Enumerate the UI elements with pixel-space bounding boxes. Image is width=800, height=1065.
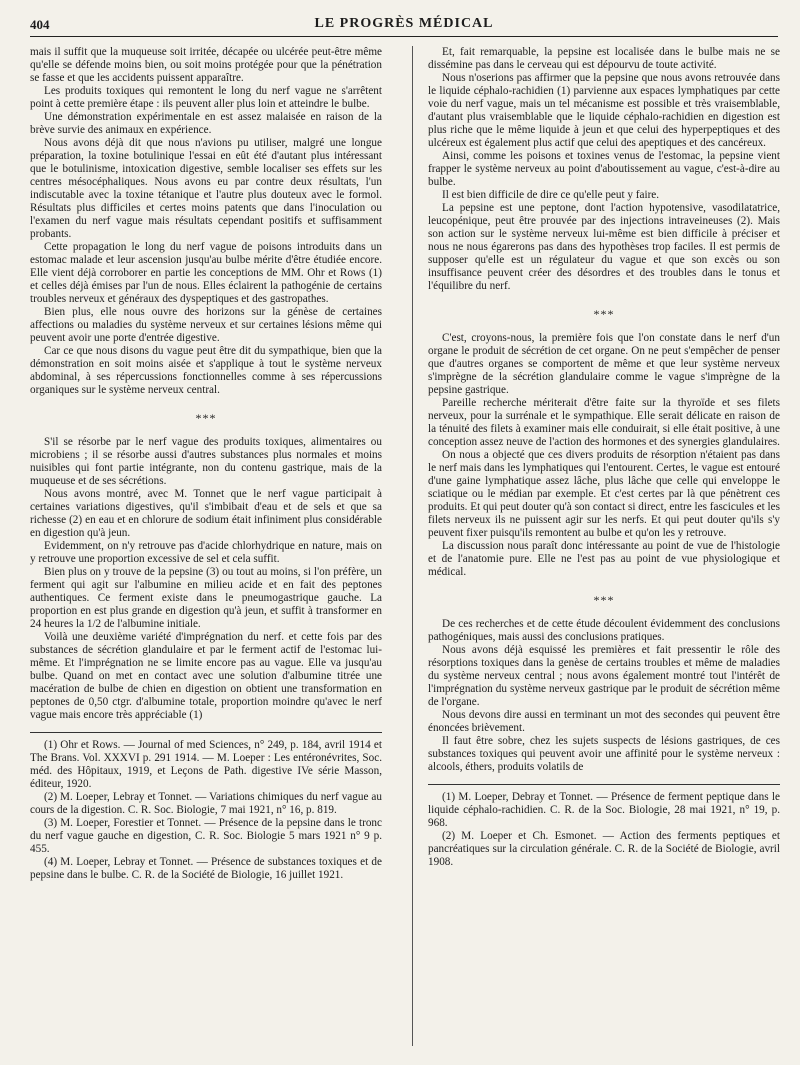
left-column <box>30 46 382 1046</box>
footnote: (1) Ohr et Rows. — Journal of med Sciences, n° 249, p. 184, avril 1914 et The Brans. Vol. XXXVI p. 291 1914. — M. Loeper : Les entéronévrites, Soc. méd. des Hôpitaux, 1919, et Leçons de Path. digestive IVe série Masson, éditeur, 1920. <box>30 739 382 790</box>
column-divider <box>412 46 413 1046</box>
paragraph: Ainsi, comme les poisons et toxines venus de l'estomac, la pepsine vient frapper le système nerveux au point d'aboutissement au vague, c'est-à-dire au bulbe. <box>428 150 780 188</box>
paragraph: Et, fait remarquable, la pepsine est localisée dans le bulbe mais ne se dissémine pas dans le cerveau qui est dépourvu de toute activité. <box>428 46 780 71</box>
footnote: (4) M. Loeper, Lebray et Tonnet. — Présence de substances toxiques et de pepsine dans le bulbe. C. R. de la Société de Biologie, 16 juillet 1921. <box>30 856 382 881</box>
paragraph: Bien plus, elle nous ouvre des horizons sur la génèse de certaines affections ou maladies du système nerveux et sur certaines lésions même qui peuvent avoir une porte d'entrée digestive. <box>30 306 382 344</box>
paragraph: mais il suffit que la muqueuse soit irritée, décapée ou ulcérée peut-être même qu'elle se défende moins bien, ou soit moins protégée pour que la pénétration se fasse et que les accidents puissent apparaître. <box>30 46 382 84</box>
journal-title: LE PROGRÈS MÉDICAL <box>314 16 494 31</box>
paragraph: Il faut être sobre, chez les sujets suspects de lésions gastriques, de ces substances toxiques qui peuvent avoir une affinité pour le système nerveux : alcools, éthers, produits volatils de <box>428 735 780 773</box>
footnote-rule <box>428 784 780 785</box>
paragraph: La pepsine est une peptone, dont l'action hypotensive, vasodilatatrice, leucopénique, peut être prouvée par des injections intraveineuses (2). Mais son action sur le système nerveux lui-même est bien difficile à préciser et nous ne nous égarerons pas dans des hypothèses trop faciles. Il est permis de supposer qu'elle est un régulateur du vague et que son excès ou son insuffisance peuvent créer des désordres et des troubles dans le tonus et l'équilibre du nerf. <box>428 202 780 292</box>
page-number: 404 <box>30 17 50 32</box>
section-separator: *** <box>593 593 615 607</box>
footnote: (2) M. Loeper, Lebray et Tonnet. — Variations chimiques du nerf vague au cours de la digestion. C. R. Soc. Biologie, 7 mai 1921, n° 16, p. 819. <box>30 791 382 816</box>
paragraph: Il est bien difficile de dire ce qu'elle peut y faire. <box>442 189 660 201</box>
footnote-rule <box>30 732 382 733</box>
paragraph: On nous a objecté que ces divers produits de résorption n'étaient pas dans le nerf mais dans les lymphatiques qui l'entourent. Certes, le vague est entouré d'une gaine lymphatique assez lâche, plus lâche que celle qui enveloppe le sciatique ou le médian par exemple. Et c'est certes par là que pénètrent ces produits. Et qui peut douter qu'à son contact si direct, entre les fascicules et les filets nerveux ils ne puissent agir sur les nerfs. Et qui peut douter qu'ils s'y peuvent fixer puisqu'ils remontent au bulbe et qu'on les y retrouve. <box>428 449 780 539</box>
paragraph: Evidemment, on n'y retrouve pas d'acide chlorhydrique en nature, mais on y retrouve une proportion excessive de sel et cela suffit. <box>30 540 382 565</box>
footnote: (2) M. Loeper et Ch. Esmonet. — Action des ferments peptiques et pancréatiques sur la circulation générale. C. R. de la Société de Biologie, avril 1908. <box>428 830 780 868</box>
right-column <box>428 46 780 1046</box>
paragraph: Cette propagation le long du nerf vague de poisons introduits dans un estomac malade et leur ascension jusqu'au bulbe mérite d'être étudiée encore. Elle vient déjà corroborer en partie les conceptions de MM. Ohr et Rows (1) et celles déjà émises par l'un de nous. Elles éclairent la pathogénie de certains troubles nerveux et généraux des dyspeptiques et des gastropathes. <box>30 241 382 305</box>
paragraph: Car ce que nous disons du vague peut être dit du sympathique, bien que la démonstration en soit moins aisée et s'applique à tout le système nerveux abdominal, à ses répercussions fonctionnelles comme à ses répercussions organiques sur le système nerveux central. <box>30 345 382 396</box>
paragraph: C'est, croyons-nous, la première fois que l'on constate dans le nerf d'un organe le produit de sécrétion de cet organe. On ne peut s'empêcher de penser que d'autres organes se comportent de même et que leur système nerveux s'imprègne de la sécrétion glandulaire comme le vague s'imprègne de la pepsine gastrique. <box>428 332 780 396</box>
page-header <box>30 14 778 37</box>
paragraph: Nous avons déjà esquissé les premières et fait pressentir le rôle des résorptions toxiques dans la genèse de certains troubles et même de maladies du système nerveux central ; nous avons également montré tout l'intérêt de l'imprégnation du système nerveux gastrique par le produit de sécrétion même de l'organe. <box>428 644 780 708</box>
paragraph: Bien plus on y trouve de la pepsine (3) ou tout au moins, si l'on préfère, un ferment qui agit sur l'albumine en milieu acide et en fait des peptones authentiques. Ce ferment existe dans le pneumogastrique gauche. La proportion en est plus grande en digestion qu'à jeun, et suffit à transformer en 24 heures la 1/2 de l'albumine initiale. <box>30 566 382 630</box>
paragraph: Une démonstration expérimentale en est assez malaisée en raison de la brève survie des animaux en expérience. <box>30 111 382 136</box>
paragraph: Nous devons dire aussi en terminant un mot des secondes qui peuvent être énoncées brièvement. <box>428 709 780 734</box>
paragraph: Nous avons déjà dit que nous n'avions pu utiliser, malgré une longue préparation, la toxine botulinique l'essai en eût été d'autant plus intéressant que le botulinisme, intoxication digestive, semble localiser ses effets sur les centres mésocéphaliques. Nous avons eu par contre deux résultats, l'un indiscutable avec la toxine tétanique et l'autre plus douteux avec le formol. Résultats plus difficiles et certes moins patents que dans l'inoculation ou l'examen du nerf vague mais résultats cependant positifs et suffisamment probants. <box>30 137 382 240</box>
paragraph: Nous avons montré, avec M. Tonnet que le nerf vague participait à certaines variations digestives, qu'il s'imbibait d'eau et de sels et que sa richesse (2) en eau et en chlorure de sodium était infiniment plus considérable en digestion qu'à jeun. <box>30 488 382 539</box>
paragraph: Voilà une deuxième variété d'imprégnation du nerf. et cette fois par des substances de sécrétion glandulaire et par le ferment actif de l'estomac lui-même. Et l'imprégnation ne se limite encore pas au vague. Elle va jusqu'au bulbe. Quand on met en contact avec une solution d'albumine titrée une macération de bulbe de chien en digestion on obtient une transformation en peptones de 0,50 ctgr. d'albumine totale, proportion moindre qu'avec le nerf vague mais encore très appréciable (1) <box>30 631 382 721</box>
footnote: (1) M. Loeper, Debray et Tonnet. — Présence de ferment peptique dans le liquide céphalo-rachidien. C. R. de la Soc. Biologie, 28 mai 1921, n° 19, p. 968. <box>428 791 780 829</box>
paragraph: De ces recherches et de cette étude découlent évidemment des conclusions pathogéniques, mais aussi des conclusions pratiques. <box>428 618 780 643</box>
paragraph: S'il se résorbe par le nerf vague des produits toxiques, alimentaires ou microbiens ; il se résorbe aussi d'autres substances plus normales et moins nuisibles qui font partie intégrante, non du contenu gastrique, mais de la muqueuse et de ses sécrétions. <box>30 436 382 487</box>
footnote: (3) M. Loeper, Forestier et Tonnet. — Présence de la pepsine dans le tronc du nerf vague gauche en digestion, C. R. Soc. Biologie 5 mars 1921 n° 9 p. 455. <box>30 817 382 855</box>
section-separator: *** <box>593 307 615 321</box>
section-separator: *** <box>195 411 217 425</box>
paragraph: La discussion nous paraît donc intéressante au point de vue de l'histologie et de l'anatomie pure. Elle ne l'est pas au point de vue physiologique et médical. <box>428 540 780 578</box>
paragraph: Les produits toxiques qui remontent le long du nerf vague ne s'arrêtent point à cette première étape : ils peuvent aller plus loin et atteindre le bulbe. <box>30 85 382 110</box>
paragraph: Nous n'oserions pas affirmer que la pepsine que nous avons retrouvée dans le liquide céphalo-rachidien (1) parvienne aux espaces lymphatiques par cette voie du nerf vague, mais un tel mécanisme est possible et très vraisemblable, d'autant plus vraisemblable que le liquide céphalo-rachidien en digestion est plus riche que le même liquide à jeun et que celui des hyperpeptiques et des ulcéreux est également plus actif que celui des apeptiques et des cancéreux. <box>428 72 780 149</box>
paragraph: Pareille recherche mériterait d'être faite sur la thyroïde et ses filets nerveux, pour la surrénale et le sympathique. Elle serait délicate en raison de la ténuité des filets à examiner mais elle conduirait, si elle était positive, à une conception assez neuve de l'action des hormones et des synergies glandulaires. <box>428 397 780 448</box>
